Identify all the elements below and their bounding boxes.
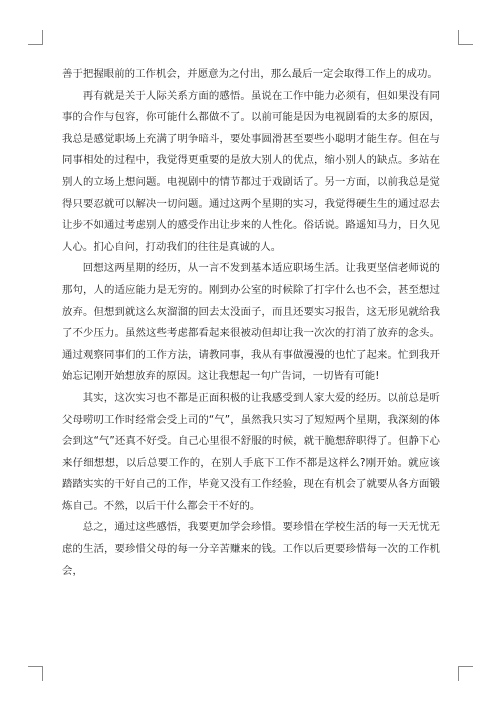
crop-mark-bottom-left: [28, 666, 43, 681]
paragraph-5: 总之，通过这些感悟，我要更加学会珍惜。要珍惜在学校生活的每一天无忧无虑的生活，要珍惜父母的每一分辛苦赚来的钱。工作以后更要珍惜每一次的工作机会，: [62, 521, 440, 577]
paragraph-2: 再有就是关于人际关系方面的感悟。虽说在工作中能力必须有，但如果没有同事的合作与包容，你可能什么都做不了。以前可能是因为电视剧看的太多的原因，我总是感觉职场上充满了明争暗斗，要处事圆滑甚至要些小聪明才能生存。但在与同事相处的过程中，我觉得更重要的是放大别人的优点，缩小别人的缺点。多站在别人的立场上想问题。电视剧中的情节都过于戏剧话了。另一方面，以前我总是觉得只要忍就可以解决一切问题。通过这两个星期的实习，我觉得硬生生的通过忍去让步不如通过考虑别人的感受作出让步来的人性化。俗话说。路遥知马力，日久见人心。扪心自问，打动我们的往往是真诚的人。: [62, 89, 440, 253]
paragraph-1: 善于把握眼前的工作机会，并愿意为之付出，那么最后一定会取得工作上的成功。: [62, 68, 438, 80]
crop-mark-bottom-right: [458, 666, 473, 681]
paragraph-3: 回想这两星期的经历，从一言不发到基本适应职场生活。让我更坚信老师说的那句，人的适应能力是无穷的。刚到办公室的时候除了打字什么也不会，甚至想过放弃。但想到就这么灰溜溜的回去太没面子，而且还要实习报告，这无形见就给我了不少压力。虽然这些考虑都看起来很被动但却让我一次次的打消了放弃的念头。通过观察同事们的工作方法，请教同事，我从有事做漫漫的也忙了起来。忙到我开始忘记刚开始想放弃的原因。这让我想起一句广告词，一切皆有可能!: [62, 262, 440, 383]
crop-mark-top-left: [28, 30, 43, 45]
crop-mark-top-right: [458, 30, 473, 45]
document-body: [62, 64, 440, 582]
paragraph-4: 其实，这次实习也不都是正面积极的让我感受到人家大爱的经历。以前总是听父母唠叨工作时经常会受上司的“气”，虽然我只实习了短短两个星期，我深刻的体会到这“气”还真不好受。自己心里很不舒服的时候，就干脆想辞职得了。但静下心来仔细想想，以后总要工作的，在别人手底下工作不都是这样么?刚开始。就应该踏踏实实的干好自己的工作，毕竟又没有工作经验，现在有机会了就要从各方面锻炼自己。不然，以后干什么都会干不好的。: [62, 391, 440, 512]
